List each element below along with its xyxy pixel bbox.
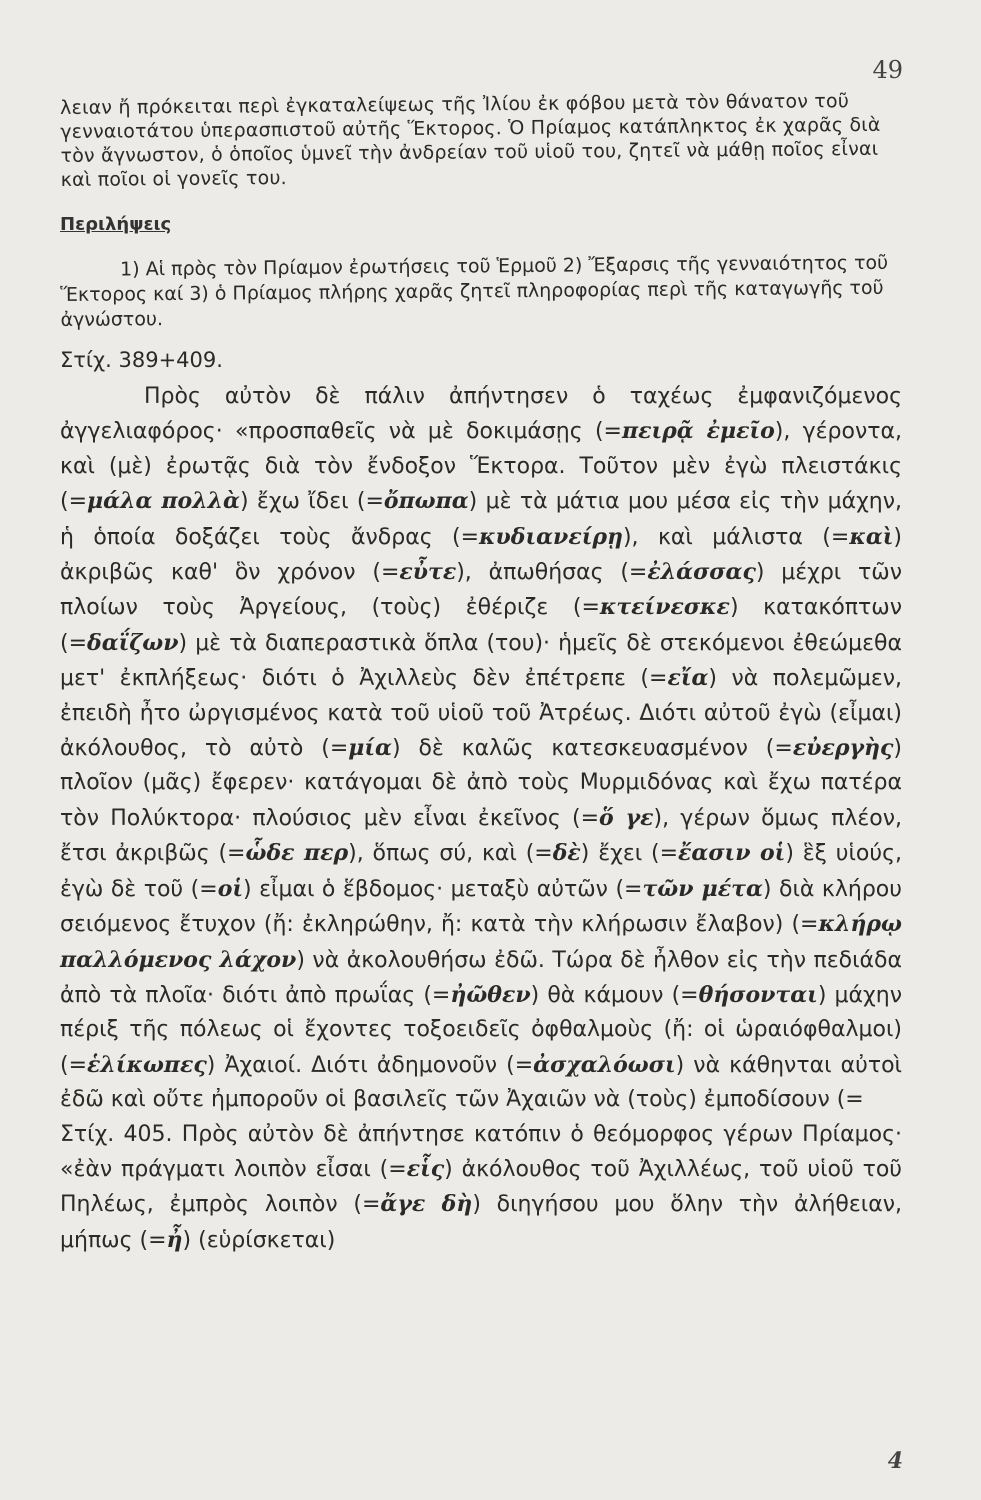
text-run: ) ἓξ υἱούς, ἐγὼ δὲ τοῦ (= <box>60 841 903 902</box>
text-run: ) νὰ ἀκολουθήσω ἐδῶ. Τώρα δὲ ἦλθον εἰς τὴν πεδιάδα ἀπὸ τὰ πλοῖα· διότι ἀπὸ πρωΐας (= <box>60 947 902 1008</box>
greek-original: θήσονται <box>698 981 818 1008</box>
text-run: ) μὲ τὰ μάτια μου μέσα εἰς τὴν μάχην, ἡ ὁποία δοξάζει τοὺς ἄνδρας (= <box>60 489 903 550</box>
greek-original: ἦ <box>166 1226 183 1253</box>
text-run: ) κατακόπτων (= <box>60 595 902 656</box>
greek-original: δὲ <box>552 840 581 867</box>
greek-original: κτείνεσκε <box>599 594 730 621</box>
main-text <box>60 380 902 1258</box>
greek-original: ὧδε περ <box>245 840 349 867</box>
text-run: ) Ἀχαιοί. Διότι ἀδημονοῦν (= <box>206 1052 534 1078</box>
greek-original: εὖτε <box>399 559 457 586</box>
text-run: ), γέροντα, καὶ (μὲ) ἐρωτᾷς διὰ τὸν ἔνδοξον Ἕκτορα. Τοῦτον μὲν ἐγὼ πλειστάκις (= <box>60 419 903 515</box>
text-run: ) μέχρι τῶν πλοίων τοὺς Ἀργείους, (τοὺς) ἐθέριζε (= <box>60 560 902 621</box>
text-run: ) διηγήσου μου ὅλην τὴν ἀλήθειαν, μήπως (= <box>60 1192 903 1253</box>
greek-original: ὅ γε <box>599 804 654 831</box>
paragraph-2 <box>60 1118 902 1259</box>
greek-original: κυδιανείρῃ <box>479 523 623 550</box>
greek-original: καὶ <box>849 523 894 550</box>
text-run: Στίχ. 405. Πρὸς αὐτὸν δὲ ἀπήντησε κατόπιν ὁ θεόμορφος γέρων Πρίαμος· «ἐὰν πράγματι λοιπὸν εἶσαι (= <box>60 1121 902 1182</box>
greek-original: οἱ <box>217 875 244 902</box>
greek-original: εἴα <box>667 665 709 692</box>
text-run: ), ὅπως σύ, καὶ (= <box>348 841 553 867</box>
intro-paragraph: λειαν ἤ πρόκειται περὶ ἐγκαταλείψεως τῆς Ἰλίου ἐκ φόβου μετὰ τὸν θάνατον τοῦ γενναιοτάτου ὑπερασπιστοῦ αὐτῆς Ἕκτορος. Ὁ Πρίαμος κατάπληκτος ἐκ χαρᾶς διὰ τὸν ἄγνωστον, ὁ ὁποῖος ὑμνεῖ τὴν ἀνδρείαν τοῦ υἱοῦ του, ζητεῖ νὰ μάθῃ ποῖος εἶναι καὶ ποῖοι οἱ γονεῖς του. <box>60 90 881 191</box>
text-run: ) ἔχω ἴδει (= <box>240 489 384 515</box>
text-run: ) ἔχει (= <box>580 841 679 867</box>
text-run: ) εἶμαι ὁ ἕβδομος· μεταξὺ αὐτῶν (= <box>243 876 643 902</box>
greek-original: εἷς <box>406 1155 445 1182</box>
greek-original: ἀσχαλόωσι <box>533 1051 676 1078</box>
text-run: ) μὲ τὰ διαπεραστικὰ ὅπλα (του)· ἡμεῖς δὲ στεκόμενοι ἐθεώμεθα μετ' ἐκπλήξεως· διότι ὁ Ἀχιλλεὺς δὲν ἐπέτρεπε (= <box>60 630 902 692</box>
greek-original: ἄγε δὴ <box>380 1191 473 1218</box>
greek-original: ὄπωπα <box>383 488 469 515</box>
section-heading: Περιλήψεις <box>60 214 172 235</box>
greek-original: δαΐζων <box>87 629 179 656</box>
text-run: ) πλοῖον (μᾶς) ἔφερεν· κατάγομαι δὲ ἀπὸ τοὺς Μυρμιδόνας καὶ ἔχω πατέρα τὸν Πολύκτορα· πλούσιος μὲν εἶναι ἐκεῖνος (= <box>60 736 902 831</box>
summary-paragraph: 1) Αἱ πρὸς τὸν Πρίαμον ἐρωτήσεις τοῦ Ἑρμοῦ 2) Ἔξαρσις τῆς γενναιότητος τοῦ Ἕκτορος καί 3) ὁ Πρίαμος πλήρης χαρᾶς ζητεῖ πληροφορίας περὶ τῆς καταγωγῆς τοῦ ἀγνώστου. <box>60 251 889 331</box>
text-run: ) μάχην πέριξ τῆς πόλεως οἱ ἔχοντες τοξοειδεῖς ὀφθαλμοὺς (ἤ: οἱ ὡραιόφθαλμοι) (= <box>60 982 902 1078</box>
text-run: ), καὶ μάλιστα (= <box>622 524 850 550</box>
greek-original: ἠῶθεν <box>450 981 531 1008</box>
text-run: ) ἀκριβῶς καθ' ὃν χρόνον (= <box>60 524 902 586</box>
greek-original: μάλα πολλὰ <box>87 488 240 515</box>
paragraph-1 <box>60 380 902 1118</box>
text-run: ) θὰ κάμουν (= <box>530 982 699 1008</box>
greek-original: πειρᾷ ἐμεῖο <box>621 418 775 445</box>
greek-original: κλήρῳ παλλόμενος λάχον <box>60 911 902 973</box>
greek-original: ἐλάσσας <box>647 559 756 586</box>
text-run: ), ἀπωθήσας (= <box>456 560 648 586</box>
text-run: ) ἀκόλουθος τοῦ Ἀχιλλέως, τοῦ υἱοῦ τοῦ Πηλέως, ἐμπρὸς λοιπὸν (= <box>60 1156 903 1218</box>
signature-mark: 4 <box>887 1448 903 1474</box>
verse-reference: Στίχ. 389+409. <box>60 348 223 372</box>
text-run: ) διὰ κλήρου σειόμενος ἔτυχον (ἤ: ἐκληρώθην, ἤ: κατὰ τὴν κλήρωσιν ἔλαβον) (= <box>60 876 902 938</box>
greek-original: μία <box>348 735 392 762</box>
greek-original: τῶν μέτα <box>642 875 763 902</box>
greek-original: ἑλίκωπες <box>87 1051 207 1078</box>
page-number: 49 <box>872 56 903 84</box>
text-run: ) νὰ πολεμῶμεν, ἐπειδὴ ἦτο ὠργισμένος κατὰ τοῦ υἱοῦ τοῦ Ἀτρέως. Διότι αὐτοῦ ἐγὼ (εἶμαι) ἀκόλουθος, τὸ αὐτὸ (= <box>60 666 902 762</box>
text-run: ) νὰ κάθηνται αὐτοὶ ἐδῶ καὶ οὔτε ἠμποροῦν οἱ βασιλεῖς τῶν Ἀχαιῶν νὰ (τοὺς) ἐμποδίσουν (= <box>60 1052 902 1113</box>
text-run: ) (εὑρίσκεται) <box>182 1227 336 1253</box>
text-run: Πρὸς αὐτὸν δὲ πάλιν ἀπήντησεν ὁ ταχέως ἐμφανιζόμενος ἀγγελιαφόρος· «προσπαθεῖς νὰ μὲ δοκιμάσῃς (= <box>60 384 902 445</box>
text-run: ) δὲ καλῶς κατεσκευασμένον (= <box>391 736 793 762</box>
text-run: ), γέρων ὅμως πλέον, ἔτσι ἀκριβῶς (= <box>60 805 903 867</box>
greek-original: εὐεργὴς <box>792 735 894 762</box>
greek-original: ἔασιν οἱ <box>678 840 786 867</box>
